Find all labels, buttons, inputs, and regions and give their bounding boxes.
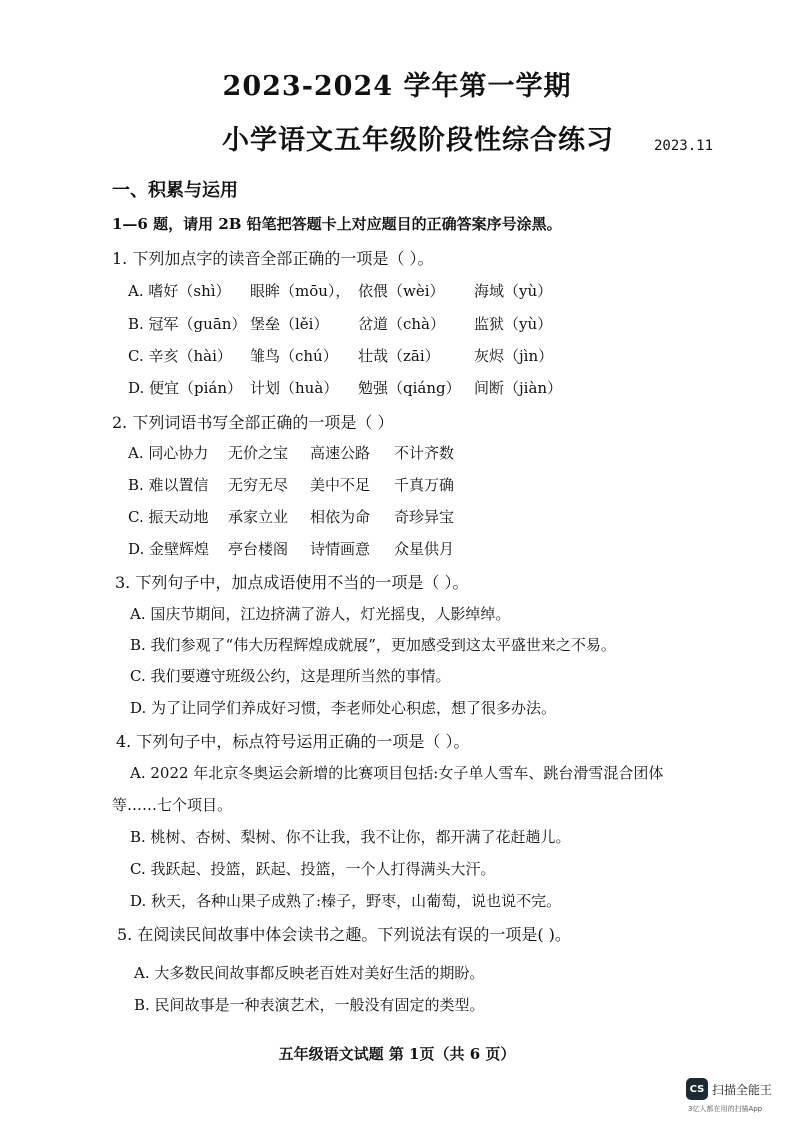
q3-option-b: B. 我们参观了“伟大历程辉煌成就展”，更加感受到这太平盛世来之不易。 xyxy=(130,636,616,654)
q5-option-a: A. 大多数民间故事都反映老百姓对美好生活的期盼。 xyxy=(134,964,485,982)
q1-a-item: A. 嗜好（shì） xyxy=(128,282,231,300)
q1-a-item: 依偎（wèi） xyxy=(358,282,445,300)
q4-option-a-line2: 等……七个项目。 xyxy=(112,796,233,814)
q1-a-item: 眼眸（mōu）， xyxy=(250,282,351,300)
camscanner-logo-icon: CS xyxy=(686,1078,708,1100)
q1-b-item: 岔道（chà） xyxy=(358,315,446,333)
watermark-app-name: 扫描全能王 xyxy=(712,1082,773,1097)
exam-title-year: 2023-2024 学年第一学期 xyxy=(222,71,572,102)
q2-b-word: 美中不足 xyxy=(310,476,371,494)
q2-d-word: 亭台楼阁 xyxy=(228,540,289,558)
q2-c-word: 承家立业 xyxy=(228,508,289,526)
q2-b-word: B. 难以置信 xyxy=(128,476,209,494)
q2-c-word: C. 振天动地 xyxy=(128,508,209,526)
q2-option-d xyxy=(128,538,728,560)
q2-c-word: 奇珍异宝 xyxy=(394,508,455,526)
q1-d-item: D. 便宜（pián） xyxy=(128,379,243,397)
q3-option-a: A. 国庆节期间，江边挤满了游人，灯光摇曳，人影绰绰。 xyxy=(130,605,511,623)
q2-option-a xyxy=(128,442,728,464)
q4-option-a-line1: A. 2022 年北京冬奥运会新增的比赛项目包括:女子单人雪车、跳台滑雪混合团体 xyxy=(130,764,664,782)
q2-d-word: 诗情画意 xyxy=(310,540,371,558)
q1-d-item: 间断（jiàn） xyxy=(474,379,563,397)
q1-b-item: B. 冠军（guān） xyxy=(128,315,247,333)
q1-c-item: 雏鸟（chú） xyxy=(250,347,338,365)
q2-option-b xyxy=(128,474,728,496)
q5-stem: 5. 在阅读民间故事中体会读书之趣。下列说法有误的一项是( )。 xyxy=(117,925,571,944)
q2-stem: 2. 下列词语书写全部正确的一项是（ ） xyxy=(112,413,394,432)
q2-d-word: D. 金壁辉煌 xyxy=(128,540,210,558)
q1-a-item: 海域（yù） xyxy=(474,282,553,300)
q1-b-item: 监狱（yù） xyxy=(474,315,553,333)
q2-a-word: 不计齐数 xyxy=(394,444,455,462)
q3-option-d: D. 为了让同学们养成好习惯，李老师处心积虑，想了很多办法。 xyxy=(130,699,557,717)
q2-a-word: A. 同心协力 xyxy=(128,444,209,462)
q2-a-word: 高速公路 xyxy=(310,444,371,462)
exam-date: 2023.11 xyxy=(654,138,714,154)
watermark-tagline: 3亿人都在用的扫描App xyxy=(688,1105,763,1113)
q2-b-word: 无穷无尽 xyxy=(228,476,289,494)
q1-b-item: 堡垒（lěi） xyxy=(250,315,329,333)
q1-d-item: 计划（huà） xyxy=(250,379,339,397)
q4-option-d: D. 秋天，各种山果子成熟了:榛子，野枣，山葡萄，说也说不完。 xyxy=(130,892,562,910)
exam-title-subject: 小学语文五年级阶段性综合练习 xyxy=(222,125,614,156)
q3-stem: 3. 下列句子中，加点成语使用不当的一项是（ ）。 xyxy=(115,573,469,592)
q4-option-c: C. 我跃起、投篮，跃起、投篮，一个人打得满头大汗。 xyxy=(130,860,496,878)
q3-option-c: C. 我们要遵守班级公约，这是理所当然的事情。 xyxy=(130,667,451,685)
q1-c-item: C. 辛亥（hài） xyxy=(128,347,232,365)
q2-d-word: 众星供月 xyxy=(394,540,455,558)
scanner-watermark xyxy=(686,1078,772,1100)
q1-d-item: 勉强（qiáng） xyxy=(358,379,461,397)
q1-c-item: 壮哉（zāi） xyxy=(358,347,440,365)
q2-c-word: 相依为命 xyxy=(310,508,371,526)
section-heading: 一、积累与运用 xyxy=(112,180,238,201)
q2-b-word: 千真万确 xyxy=(394,476,455,494)
page-footer: 五年级语文试题 第 1页（共 6 页） xyxy=(278,1045,516,1063)
section-instruction: 1—6 题，请用 2B 铅笔把答题卡上对应题目的正确答案序号涂黑。 xyxy=(112,215,562,233)
q1-option-c xyxy=(128,345,728,367)
q1-c-item: 灰烬（jìn） xyxy=(474,347,554,365)
q4-option-b: B. 桃树、杏树、梨树、你不让我，我不让你，都开满了花赶趟儿。 xyxy=(130,828,571,846)
q1-option-b xyxy=(128,313,728,335)
q1-stem: 1. 下列加点字的读音全部正确的一项是（ ）。 xyxy=(112,249,434,268)
q4-stem: 4. 下列句子中，标点符号运用正确的一项是（ ）。 xyxy=(116,732,470,751)
q1-option-a xyxy=(128,280,728,302)
q1-option-d xyxy=(128,377,728,399)
q5-option-b: B. 民间故事是一种表演艺术，一般没有固定的类型。 xyxy=(134,996,485,1014)
q2-a-word: 无价之宝 xyxy=(228,444,289,462)
q2-option-c xyxy=(128,506,728,528)
